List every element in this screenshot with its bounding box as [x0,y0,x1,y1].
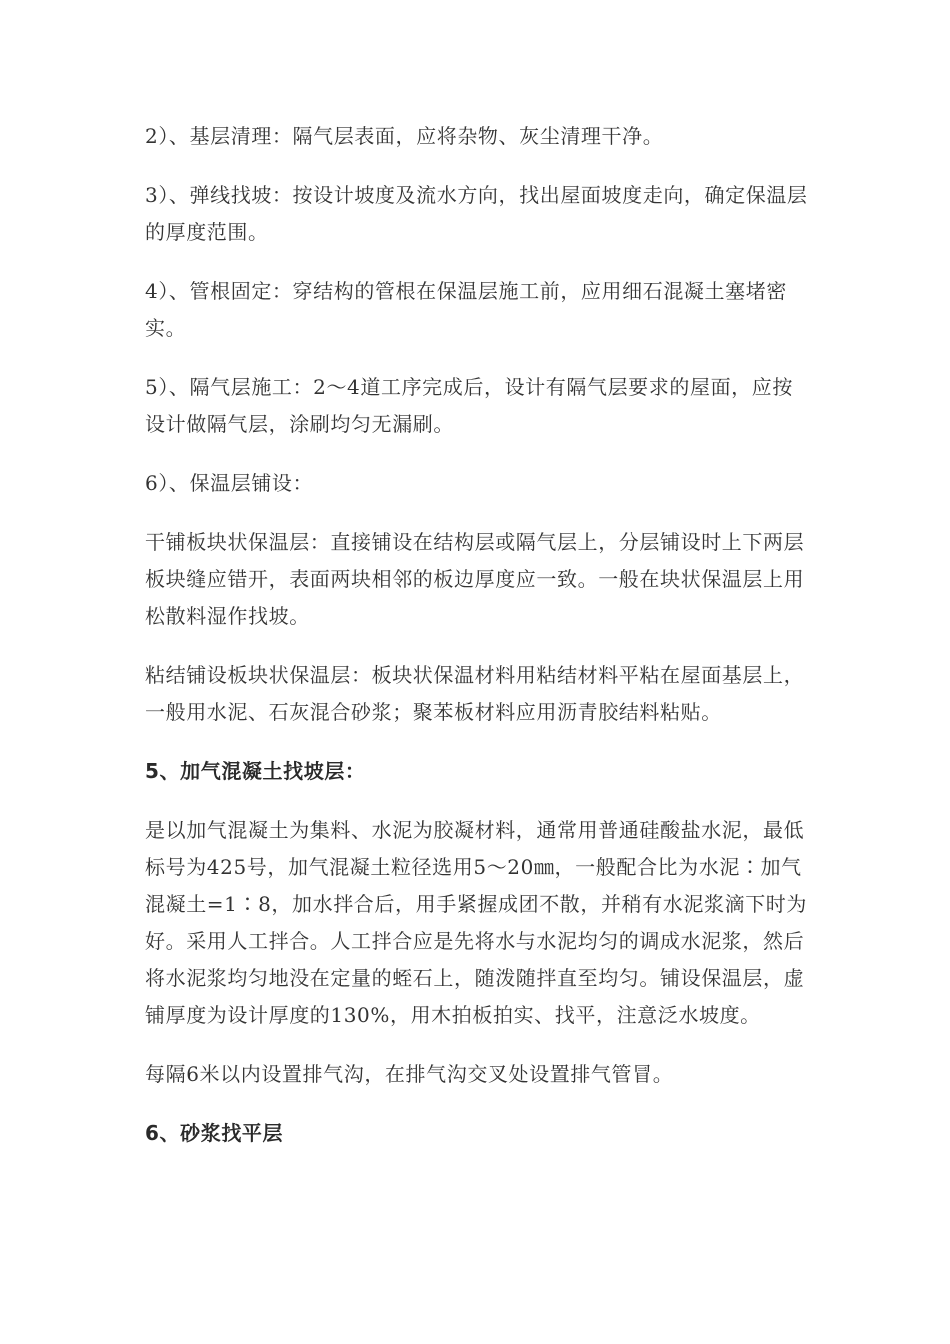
paragraph-pipe-fixing: 4）、管根固定：穿结构的管根在保温层施工前，应用细石混凝土塞堵密实。 [145,279,787,340]
paragraph-dry-laid-insulation: 干铺板块状保温层：直接铺设在结构层或隔气层上，分层铺设时上下两层板块缝应错开，表面两块相邻的板边厚度应一致。一般在块状保温层上用松散料湿作找坡。 [145,530,805,628]
paragraph-insulation-laying: 6）、保温层铺设： [145,471,314,495]
paragraph-slope-marking: 3）、弹线找坡：按设计坡度及流水方向，找出屋面坡度走向，确定保温层的厚度范围。 [145,183,808,244]
section-heading-aerated-concrete: 5、加气混凝土找坡层： [145,759,366,783]
paragraph-exhaust-ditch: 每隔6米以内设置排气沟，在排气沟交叉处设置排气管冒。 [145,1062,674,1086]
document-body [145,118,810,1174]
paragraph-vapor-barrier: 5）、隔气层施工：2～4道工序完成后，设计有隔气层要求的屋面，应按设计做隔气层，涂刷均匀无漏刷。 [145,375,793,436]
paragraph-bonded-insulation: 粘结铺设板块状保温层：板块状保温材料用粘结材料平粘在屋面基层上，一般用水泥、石灰混合砂浆；聚苯板材料应用沥青胶结料粘贴。 [145,663,805,724]
section-heading-mortar-leveling: 6、砂浆找平层 [145,1121,284,1145]
paragraph-aerated-concrete-details: 是以加气混凝土为集料、水泥为胶凝材料，通常用普通硅酸盐水泥，最低标号为425号，加气混凝土粒径选用5～20㎜，一般配合比为水泥∶加气混凝土=1∶8，加水拌合后，用手紧握成团不散，并稍有水泥浆滴下时为好。采用人工拌合。人工拌合应是先将水与水泥均匀的调成水泥浆，然后将水泥浆均匀地没在定量的蛭石上，随泼随拌直至均匀。铺设保温层，虚铺厚度为设计厚度的130%，用木拍板拍实、找平，注意泛水坡度。 [145,818,808,1027]
paragraph-base-cleaning: 2）、基层清理：隔气层表面，应将杂物、灰尘清理干净。 [145,124,664,148]
